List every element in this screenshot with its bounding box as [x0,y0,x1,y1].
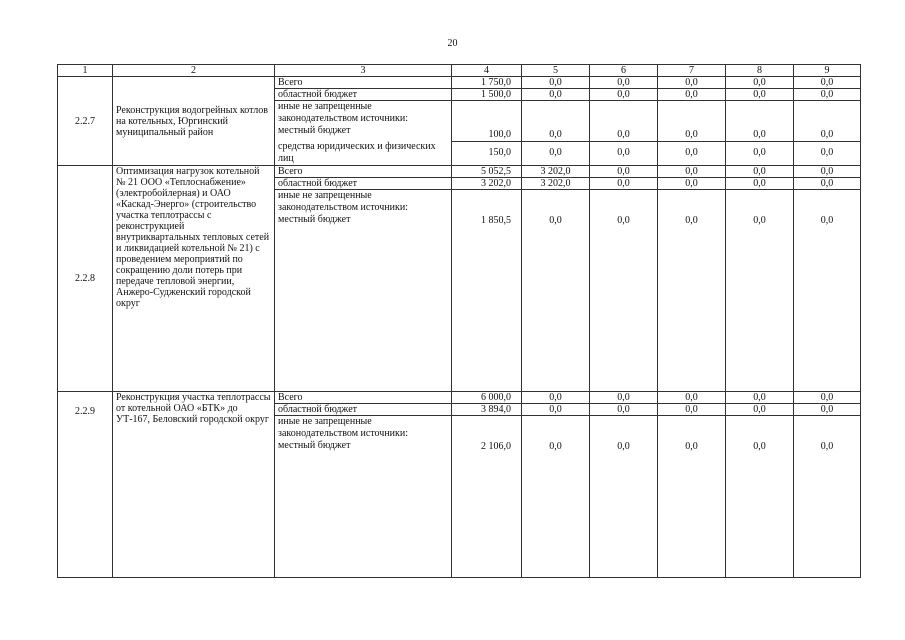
value-cell: 0,0 [522,190,590,392]
value-cell: 0,0 [658,404,726,416]
budget-table [57,64,861,578]
value-cell: 0,0 [658,101,726,142]
table-row [58,392,861,404]
value-cell: 0,0 [590,166,658,178]
header-cell: 1 [58,65,113,77]
source-label-local: местный бюджет [278,214,351,225]
value-cell: 3 202,0 [522,178,590,190]
value-cell: 0,0 [658,166,726,178]
source-label-local: местный бюджет [278,440,351,451]
source-label: областной бюджет [275,89,452,101]
value-cell: 0,0 [794,166,861,178]
value-cell: 0,0 [522,141,590,166]
header-cell: 4 [452,65,522,77]
value-cell: 1 500,0 [452,89,522,101]
value-cell: 0,0 [658,89,726,101]
item-number: 2.2.8 [58,166,113,392]
item-name: Реконструкция водогрейных котлов на котельных, Юргинский муниципальный район [113,77,275,166]
value-cell: 0,0 [726,89,794,101]
value-cell: 0,0 [658,77,726,89]
value-cell: 0,0 [726,77,794,89]
source-label: областной бюджет [275,178,452,190]
value-cell: 0,0 [590,101,658,142]
value-cell: 0,0 [726,416,794,578]
value-cell: 3 894,0 [452,404,522,416]
value-cell: 0,0 [522,89,590,101]
item-number: 2.2.9 [58,392,113,578]
source-label [275,190,452,392]
source-label: средства юридических и физических лиц [275,141,452,166]
value-cell: 0,0 [726,404,794,416]
header-cell: 2 [113,65,275,77]
value-cell: 0,0 [794,416,861,578]
value-cell: 0,0 [658,416,726,578]
value-cell: 0,0 [726,190,794,392]
source-label-other: иные не запрещенные законодательством источники: [278,190,409,213]
value-cell: 150,0 [452,141,522,166]
page-number: 20 [447,38,458,49]
value-cell: 0,0 [590,404,658,416]
value-cell: 5 052,5 [452,166,522,178]
value-cell: 0,0 [590,392,658,404]
value-cell: 0,0 [590,190,658,392]
value-cell: 0,0 [794,77,861,89]
value-cell: 0,0 [794,141,861,166]
header-cell: 5 [522,65,590,77]
value-cell: 0,0 [726,101,794,142]
value-cell: 0,0 [794,178,861,190]
value-cell: 0,0 [794,404,861,416]
header-cell: 9 [794,65,861,77]
value-cell: 6 000,0 [452,392,522,404]
header-cell: 6 [590,65,658,77]
header-cell: 7 [658,65,726,77]
value-cell: 1 850,5 [452,190,522,392]
value-cell: 0,0 [794,392,861,404]
value-cell: 1 750,0 [452,77,522,89]
value-cell: 0,0 [794,190,861,392]
item-name: Оптимизация нагрузок котельной № 21 ООО «Теплоснабжение» (электробойлерная) и ОАО «Каскад-Энерго» (строительство участка теплотрассы с реконструкцией внутриквартальных тепловых сетей и ликвидацией котельной № 21) с проведением мероприятий по сокращению доли потерь при передаче тепловой энергии, Анжеро-Судженский городской округ [113,166,275,392]
value-cell: 0,0 [522,392,590,404]
value-cell: 0,0 [658,141,726,166]
value-cell: 0,0 [658,392,726,404]
value-cell: 0,0 [590,89,658,101]
value-cell: 0,0 [590,141,658,166]
source-label: областной бюджет [275,404,452,416]
value-cell: 0,0 [590,178,658,190]
value-cell: 0,0 [658,178,726,190]
value-cell: 0,0 [658,190,726,392]
item-name: Реконструкция участка теплотрассы от котельной ОАО «БТК» до УТ-167, Беловский городской округ [113,392,275,578]
value-cell: 0,0 [522,404,590,416]
source-label: иные не запрещенные законодательством источники: [275,101,452,126]
value-cell: 0,0 [522,77,590,89]
source-label-other: иные не запрещенные законодательством источники: [278,416,409,439]
header-row [58,65,861,77]
table-row [58,166,861,178]
source-label [275,416,452,578]
value-cell: 0,0 [726,166,794,178]
value-cell: 0,0 [726,178,794,190]
source-label: местный бюджет [275,125,452,141]
value-cell: 0,0 [726,392,794,404]
value-cell: 3 202,0 [522,166,590,178]
value-cell: 0,0 [522,416,590,578]
source-label: Всего [275,77,452,89]
value-cell: 0,0 [794,101,861,142]
source-label: Всего [275,392,452,404]
header-cell: 3 [275,65,452,77]
value-cell: 0,0 [590,77,658,89]
value-cell: 2 106,0 [452,416,522,578]
header-cell: 8 [726,65,794,77]
value-cell: 0,0 [794,89,861,101]
value-cell: 3 202,0 [452,178,522,190]
value-cell: 100,0 [452,101,522,142]
value-cell: 0,0 [590,416,658,578]
value-cell: 0,0 [726,141,794,166]
source-label: Всего [275,166,452,178]
value-cell: 0,0 [522,101,590,142]
item-number: 2.2.7 [58,77,113,166]
table-row [58,77,861,89]
